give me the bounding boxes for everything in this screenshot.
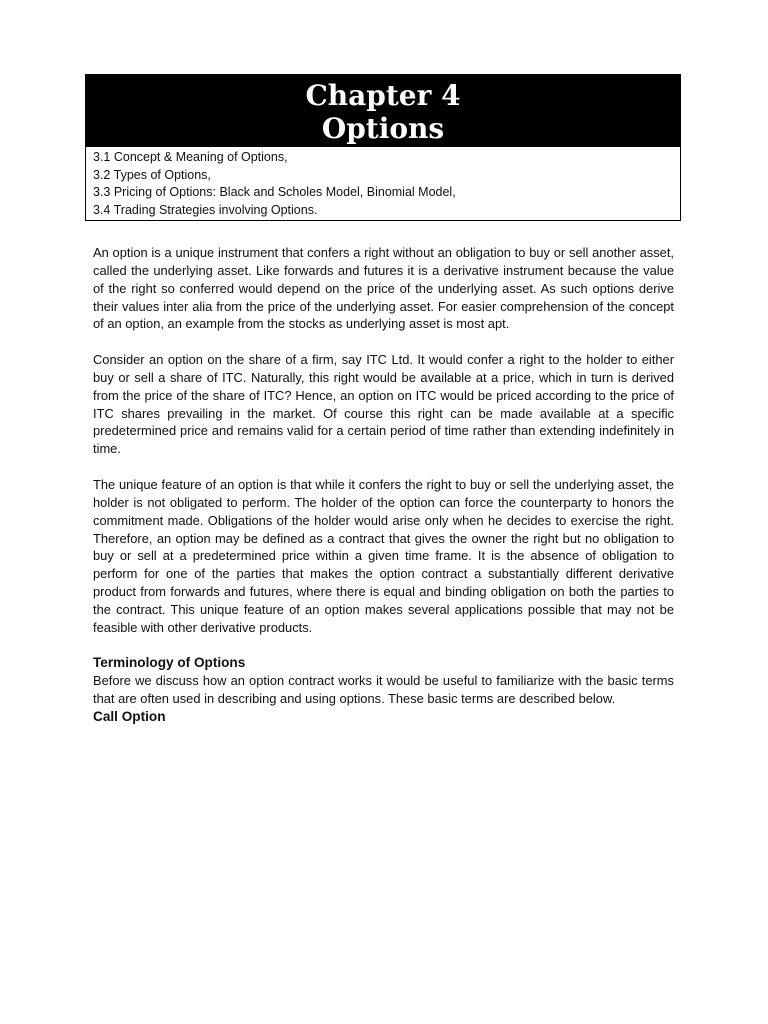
chapter-header: [86, 75, 680, 147]
paragraph: An option is a unique instrument that confers a right without an obligation to buy or sell another asset, called the underlying asset. Like forwards and futures it is a derivative instrument because the value of the right so conferred would depend on the price of the underlying asset. As such options derive their values inter alia from the price of the underlying asset. For easier comprehension of the concept of an option, an example from the stocks as underlying asset is most apt.: [93, 245, 674, 332]
section-heading: Terminology of Options: [93, 655, 246, 671]
chapter-box: [85, 74, 681, 221]
paragraph: Consider an option on the share of a firm, say ITC Ltd. It would confer a right to the holder to either buy or sell a share of ITC. Naturally, this right would be available at a price, which in turn is derived from the price of the share of ITC? Hence, an option on ITC would be priced according to the price of ITC shares prevailing in the market. Of course this right can be made available at a specific predetermined price and remains valid for a certain period of time rather than extending indefinitely in time.: [93, 352, 674, 457]
toc-item: 3.3 Pricing of Options: Black and Scholes Model, Binomial Model,: [93, 185, 456, 200]
chapter-contents-list: [86, 147, 680, 220]
body-text: [93, 244, 674, 726]
chapter-number: Chapter 4: [305, 79, 461, 112]
chapter-title: Options: [321, 112, 445, 145]
toc-item: 3.2 Types of Options,: [93, 167, 211, 182]
paragraph: Before we discuss how an option contract works it would be useful to familiarize with the basic terms that are often used in describing and using options. These basic terms are described below.: [93, 673, 674, 707]
subsection-heading: Call Option: [93, 708, 166, 724]
toc-item: 3.4 Trading Strategies involving Options.: [93, 202, 318, 217]
paragraph: The unique feature of an option is that while it confers the right to buy or sell the underlying asset, the holder is not obligated to perform. The holder of the option can force the counterparty to honors the commitment made. Obligations of the holder would arise only when he decides to exercise the right. Therefore, an option may be defined as a contract that gives the owner the right but no obligation to buy or sell at a predetermined price within a given time frame. It is the absence of obligation to perform for one of the parties that makes the option contract a substantially different derivative product from forwards and futures, where there is equal and binding obligation on both the parties to the contract. This unique feature of an option makes several applications possible that may not be feasible with other derivative products.: [93, 476, 674, 635]
toc-item: 3.1 Concept & Meaning of Options,: [93, 150, 288, 164]
